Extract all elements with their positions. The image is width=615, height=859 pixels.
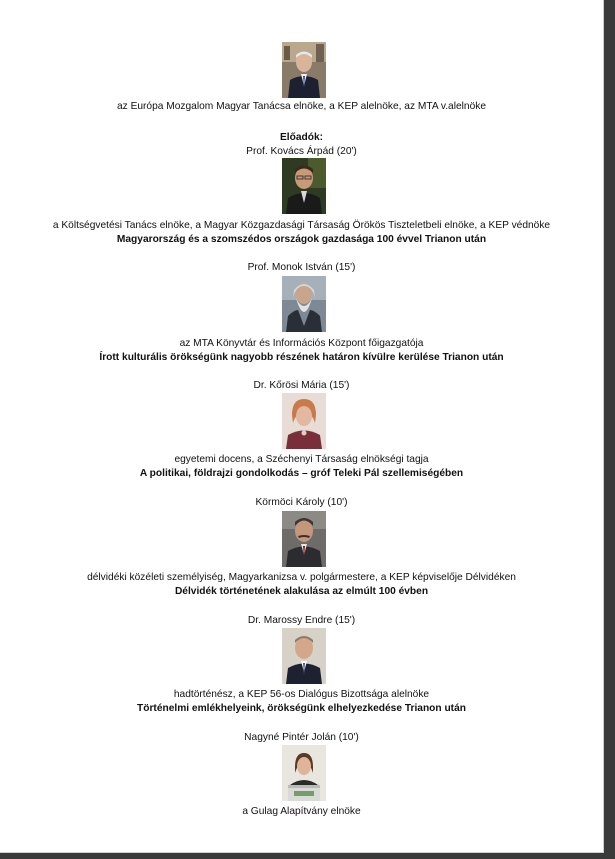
portrait-photo-man-mustache: [282, 511, 326, 567]
portrait-photo-man-suit: [282, 628, 326, 684]
speaker-description-1: a Költségvetési Tanács elnöke, a Magyar Közgazdasági Társaság Örökös Tiszteletbeli elnöke, a KEP védnöke: [52, 220, 551, 231]
speaker-name-4: Körmöci Károly (10'): [255, 497, 348, 508]
speaker-talk-1: Magyarország és a szomszédos országok gazdasága 100 évvel Trianon után: [116, 234, 487, 245]
portrait-photo-elderly-man: [282, 42, 326, 98]
speaker-description-5: hadtörténész, a KEP 56-os Dialógus Bizottsága alelnöke: [173, 689, 430, 700]
speaker-talk-5: Történelmi emlékhelyeink, örökségünk elhelyezkedése Trianon után: [137, 703, 466, 714]
speaker-description-4: délvidéki közéleti személyiség, Magyarkanizsa v. polgármestere, a KEP képviselője Délvidéken: [87, 572, 516, 583]
portrait-photo-woman: [282, 393, 326, 449]
speaker-name-1: Prof. Kovács Árpád (20'): [246, 146, 357, 157]
speaker-description-6: a Gulag Alapítvány elnöke: [242, 806, 361, 817]
speaker-name-3: Dr. Kőrösi Mária (15'): [253, 380, 350, 391]
speaker-description-3: egyetemi docens, a Széchenyi Társaság elnökségi tagja: [174, 454, 429, 465]
speaker-name-2: Prof. Monok István (15'): [247, 262, 356, 273]
intro-description: az Európa Mozgalom Magyar Tanácsa elnöke, a KEP alelnöke, az MTA v.alelnöke: [116, 101, 487, 112]
speaker-talk-2: Írott kulturális örökségünk nagyobb részének határon kívülre kerülése Trianon után: [99, 352, 504, 363]
speaker-name-5: Dr. Marossy Endre (15'): [247, 615, 356, 626]
portrait-photo-man-glasses: [282, 158, 326, 214]
speakers-heading: Előadók:: [279, 132, 324, 143]
speaker-description-2: az MTA Könyvtár és Információs Központ főigazgatója: [179, 338, 424, 349]
portrait-photo-bearded-man: [282, 276, 326, 332]
portrait-photo-woman-podium: [282, 745, 326, 801]
speaker-talk-4: Délvidék történetének alakulása az elmúlt 100 évben: [174, 586, 429, 597]
speaker-name-6: Nagyné Pintér Jolán (10'): [244, 732, 359, 743]
speaker-talk-3: A politikai, földrajzi gondolkodás – gróf Teleki Pál szellemiségében: [139, 468, 464, 479]
